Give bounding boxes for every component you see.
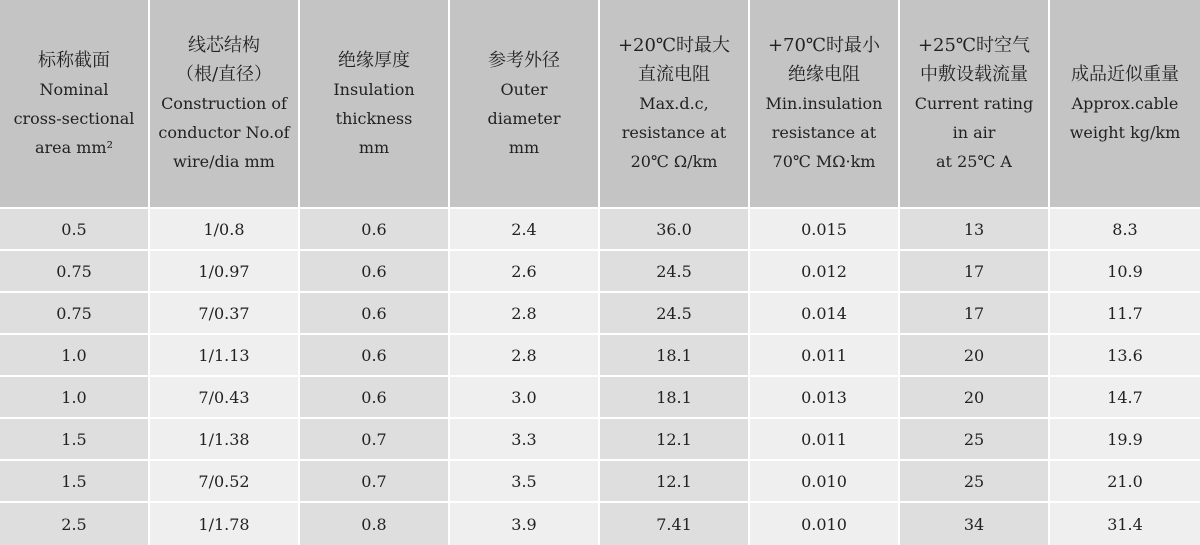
header-text-line: Nominal <box>39 79 109 99</box>
table-cell: 2.8 <box>450 335 600 377</box>
header-text-line: +70℃时最小 <box>767 35 881 56</box>
table-cell: 0.6 <box>300 251 450 293</box>
header-text-line: area mm² <box>34 137 114 157</box>
table-cell: 12.1 <box>600 419 750 461</box>
header-text-line: mm <box>508 137 540 157</box>
header-text-line: Current rating <box>914 94 1034 113</box>
table-cell: 1/0.8 <box>150 209 300 251</box>
table-cell: 0.6 <box>300 377 450 419</box>
table-row <box>0 503 1200 545</box>
table-cell: 7/0.43 <box>150 377 300 419</box>
header-text-line: 线芯结构 <box>188 35 260 56</box>
table-cell: 0.5 <box>0 209 150 251</box>
header-text-line: 绝缘电阻 <box>788 64 860 85</box>
header-text-line: Construction of <box>161 94 287 113</box>
header-outer-diameter <box>450 0 600 209</box>
table-cell: 1/1.13 <box>150 335 300 377</box>
table-cell: 1.5 <box>0 419 150 461</box>
table-cell: 17 <box>900 293 1050 335</box>
table-cell: 0.75 <box>0 293 150 335</box>
table-cell: 3.3 <box>450 419 600 461</box>
table-cell: 0.8 <box>300 503 450 545</box>
table-row <box>0 251 1200 293</box>
table-cell: 0.015 <box>750 209 900 251</box>
header-text-line: 成品近似重量 <box>1071 64 1179 85</box>
header-text-line: Min.insulation <box>765 94 883 113</box>
header-nominal-area <box>0 0 150 209</box>
table-row <box>0 209 1200 251</box>
table-body <box>0 209 1200 545</box>
header-text-line: cross-sectional <box>13 108 135 128</box>
table-cell: 7.41 <box>600 503 750 545</box>
header-text-line: （根/直径） <box>175 64 273 85</box>
table-cell: 1/1.38 <box>150 419 300 461</box>
table-cell: 2.6 <box>450 251 600 293</box>
table-cell: 0.010 <box>750 503 900 545</box>
table-cell: 2.8 <box>450 293 600 335</box>
table-row <box>0 377 1200 419</box>
table-cell: 1/1.78 <box>150 503 300 545</box>
table-cell: 3.0 <box>450 377 600 419</box>
table-row <box>0 461 1200 503</box>
header-insulation-thickness <box>300 0 450 209</box>
table-cell: 3.9 <box>450 503 600 545</box>
table-cell: 18.1 <box>600 335 750 377</box>
table-cell: 0.011 <box>750 419 900 461</box>
header-text-line: wire/dia mm <box>173 152 275 171</box>
table-cell: 0.010 <box>750 461 900 503</box>
header-text-line: 70℃ MΩ·km <box>772 152 876 171</box>
table-row <box>0 419 1200 461</box>
table-cell: 0.7 <box>300 419 450 461</box>
table-cell: 14.7 <box>1050 377 1200 419</box>
table-cell: 20 <box>900 335 1050 377</box>
table-cell: 3.5 <box>450 461 600 503</box>
table-cell: 20 <box>900 377 1050 419</box>
header-text-line: Max.d.c, <box>639 94 709 113</box>
header-text-line: resistance at <box>771 123 877 142</box>
table-cell: 34 <box>900 503 1050 545</box>
table-cell: 1/0.97 <box>150 251 300 293</box>
table-cell: 21.0 <box>1050 461 1200 503</box>
table-cell: 1.0 <box>0 377 150 419</box>
table-cell: 2.5 <box>0 503 150 545</box>
table-cell: 19.9 <box>1050 419 1200 461</box>
table-cell: 12.1 <box>600 461 750 503</box>
header-approx-weight <box>1050 0 1200 209</box>
header-text-line: 参考外径 <box>488 49 560 71</box>
table-row <box>0 293 1200 335</box>
header-text-line: resistance at <box>621 123 727 142</box>
table-cell: 36.0 <box>600 209 750 251</box>
header-text-line: in air <box>952 123 996 142</box>
table-cell: 0.75 <box>0 251 150 293</box>
table-cell: 0.7 <box>300 461 450 503</box>
header-text-line: diameter <box>487 108 561 128</box>
header-text-line: +25℃时空气 <box>917 35 1031 56</box>
header-row <box>0 0 1200 209</box>
header-current-rating <box>900 0 1050 209</box>
table-cell: 1.5 <box>0 461 150 503</box>
table-cell: 1.0 <box>0 335 150 377</box>
table-cell: 2.4 <box>450 209 600 251</box>
table-cell: 0.011 <box>750 335 900 377</box>
table-cell: 7/0.37 <box>150 293 300 335</box>
table-cell: 18.1 <box>600 377 750 419</box>
table-cell: 0.013 <box>750 377 900 419</box>
header-text-line: weight kg/km <box>1069 123 1181 142</box>
header-text-line: at 25℃ A <box>936 152 1012 171</box>
header-text-line: 20℃ Ω/km <box>630 152 718 171</box>
header-construction <box>150 0 300 209</box>
table-cell: 0.6 <box>300 209 450 251</box>
table-cell: 25 <box>900 419 1050 461</box>
table-cell: 0.014 <box>750 293 900 335</box>
table-cell: 13.6 <box>1050 335 1200 377</box>
table-cell: 24.5 <box>600 251 750 293</box>
header-text-line: mm <box>358 137 390 157</box>
table-cell: 10.9 <box>1050 251 1200 293</box>
header-text-line: 标称截面 <box>38 49 110 71</box>
header-text-line: 中敷设载流量 <box>920 64 1028 85</box>
table-header <box>0 0 1200 209</box>
header-text-line: Outer <box>500 79 548 99</box>
table-cell: 13 <box>900 209 1050 251</box>
table-cell: 25 <box>900 461 1050 503</box>
header-text-line: 绝缘厚度 <box>338 49 410 71</box>
table-cell: 7/0.52 <box>150 461 300 503</box>
table-cell: 0.012 <box>750 251 900 293</box>
table-cell: 17 <box>900 251 1050 293</box>
table-cell: 11.7 <box>1050 293 1200 335</box>
header-text-line: thickness <box>335 108 413 128</box>
table-cell: 31.4 <box>1050 503 1200 545</box>
header-text-line: Approx.cable <box>1071 94 1179 113</box>
header-max-dc-resistance <box>600 0 750 209</box>
table-cell: 0.6 <box>300 293 450 335</box>
header-text-line: 直流电阻 <box>638 64 710 85</box>
table-cell: 8.3 <box>1050 209 1200 251</box>
table-cell: 24.5 <box>600 293 750 335</box>
header-min-insulation-resistance <box>750 0 900 209</box>
header-text-line: Insulation <box>333 79 415 99</box>
table-cell: 0.6 <box>300 335 450 377</box>
header-text-line: +20℃时最大 <box>617 35 731 56</box>
table-row <box>0 335 1200 377</box>
header-text-line: conductor No.of <box>158 123 290 142</box>
